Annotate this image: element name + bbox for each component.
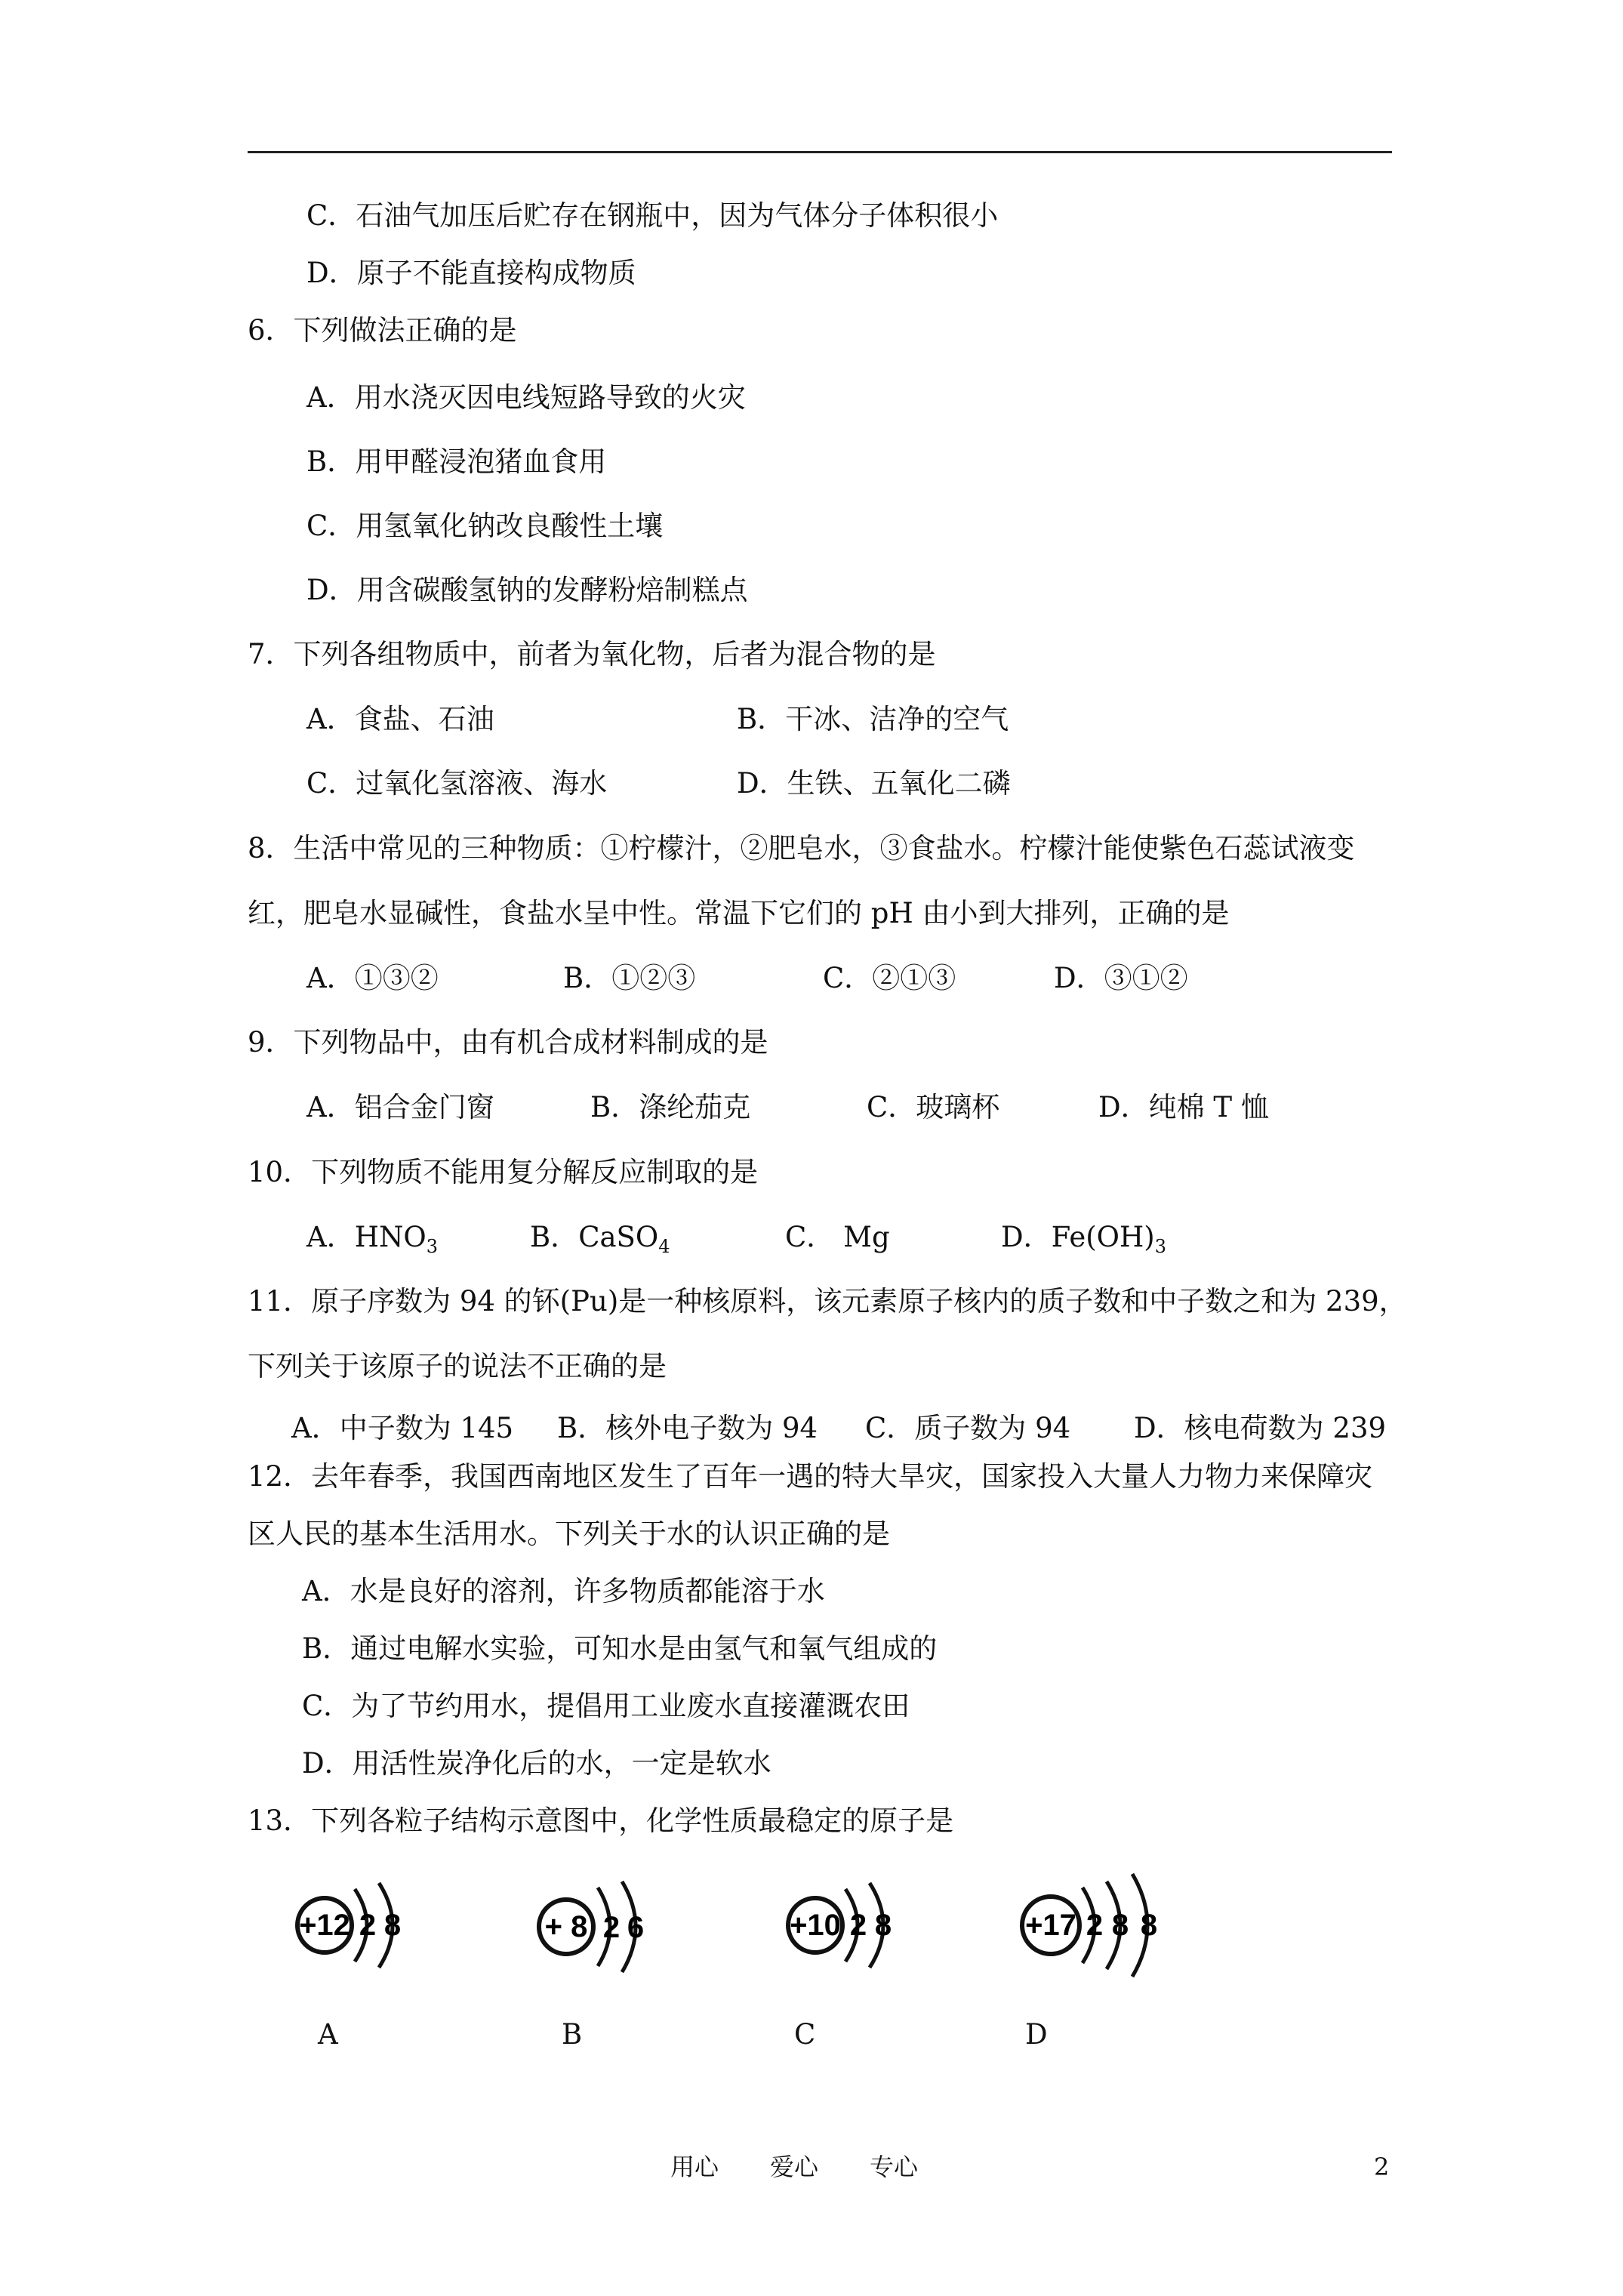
q6-option-a: A．用水浇灭因电线短路导致的火灾	[306, 381, 746, 414]
question-10: 10．下列物质不能用复分解反应制取的是	[248, 1156, 759, 1188]
q9-option-a: A．铝合金门窗	[306, 1091, 494, 1123]
question-11-cont: 下列关于该原子的说法不正确的是	[248, 1350, 667, 1382]
q11-option-a: A．中子数为 145	[291, 1412, 514, 1444]
diagram-label-c: C	[794, 2018, 816, 2051]
page-number: 2	[1374, 2153, 1390, 2181]
q9-option-d: D．纯棉 T 恤	[1098, 1091, 1269, 1123]
atom-diagram-a-svg	[287, 1865, 453, 1986]
question-6: 6．下列做法正确的是	[248, 314, 517, 347]
question-9: 9．下列物品中，由有机合成材料制成的是	[248, 1026, 768, 1059]
atom-diagram-b	[528, 1865, 694, 1986]
atom-diagram-c	[778, 1865, 944, 1986]
q7-option-a: A．食盐、石油	[306, 703, 494, 735]
q7-option-b: B．干冰、洁净的空气	[737, 703, 1009, 735]
atom-b-shell-1: 2	[602, 1911, 621, 1944]
atom-diagram-a	[287, 1865, 453, 1986]
diagram-label-a: A	[318, 2018, 338, 2051]
q12-option-a: A．水是良好的溶剂，许多物质都能溶于水	[302, 1575, 825, 1607]
atom-a-shell-2: 8	[383, 1909, 402, 1942]
q12-option-b: B．通过电解水实验，可知水是由氢气和氧气组成的	[302, 1632, 938, 1665]
q10-option-a: A．$HNO_3$	[306, 1221, 438, 1257]
q11-option-b: B．核外电子数为 94	[557, 1412, 818, 1444]
q12-option-c: C．为了节约用水，提倡用工业废水直接灌溉农田	[302, 1690, 910, 1722]
atom-d-nucleus: +17	[1025, 1909, 1076, 1942]
footer-word-3: 专心	[870, 2153, 919, 2181]
q10-option-c: C． Mg	[785, 1221, 890, 1253]
q5-option-d: D．原子不能直接构成物质	[306, 257, 636, 289]
atom-d-shell-1: 2	[1086, 1909, 1104, 1942]
atom-d-shell-2: 8	[1111, 1909, 1129, 1942]
q11-option-d: D．核电荷数为 239	[1134, 1412, 1387, 1444]
atom-c-nucleus: +10	[790, 1909, 841, 1942]
q7-options-row-1	[0, 701, 1623, 738]
q6-option-c: C．用氢氧化钠改良酸性土壤	[306, 510, 664, 542]
atom-diagram-b-svg	[528, 1865, 694, 1986]
question-7: 7．下列各组物质中，前者为氧化物，后者为混合物的是	[248, 638, 936, 670]
footer-word-1: 用心	[670, 2153, 719, 2181]
q10-option-b: B．CaSO$_4$	[530, 1221, 670, 1257]
q6-option-d: D．用含碳酸氢钠的发酵粉焙制糕点	[306, 574, 748, 606]
q6-option-b: B．用甲醛浸泡猪血食用	[306, 445, 607, 478]
atom-d-shell-3: 8	[1140, 1909, 1158, 1942]
q10-option-d: D．$Fe(OH)_3$	[1001, 1221, 1166, 1257]
q9-options	[0, 1089, 1623, 1126]
atom-c-shell-2: 8	[874, 1909, 892, 1942]
q11-options	[0, 1410, 1623, 1447]
diagram-label-d: D	[1025, 2018, 1048, 2051]
atom-c-shell-1: 2	[849, 1909, 867, 1942]
footer-word-2: 爱心	[770, 2153, 819, 2181]
q9-option-c: C．玻璃杯	[867, 1091, 1000, 1123]
atom-diagram-d-svg	[1012, 1859, 1208, 1992]
header-rule	[248, 151, 1392, 153]
q8-option-a: A．①③②	[306, 962, 439, 994]
atom-diagram-d	[1012, 1859, 1208, 1992]
q7-option-d: D．生铁、五氧化二磷	[737, 767, 1011, 800]
q7-option-c: C．过氧化氢溶液、海水	[306, 767, 608, 800]
q7-options-row-2	[0, 766, 1623, 802]
question-8: 8．生活中常见的三种物质：①柠檬汁，②肥皂水，③食盐水。柠檬汁能使紫色石蕊试液变	[248, 832, 1355, 864]
question-13: 13．下列各粒子结构示意图中，化学性质最稳定的原子是	[248, 1804, 954, 1837]
q10-options	[0, 1219, 1623, 1256]
q5-option-c: C．石油气加压后贮存在钢瓶中，因为气体分子体积很小	[306, 199, 999, 232]
diagram-label-b: B	[562, 2018, 583, 2051]
atom-diagram-c-svg	[778, 1865, 944, 1986]
atom-b-nucleus: + 8	[544, 1910, 588, 1943]
q11-option-c: C．质子数为 94	[865, 1412, 1071, 1444]
q8-option-c: C．②①③	[823, 962, 956, 994]
question-12-cont: 区人民的基本生活用水。下列关于水的认识正确的是	[248, 1518, 890, 1550]
question-8-cont: 红，肥皂水显碱性，食盐水呈中性。常温下它们的 pH 由小到大排列，正确的是	[248, 897, 1230, 929]
q8-options	[0, 960, 1623, 997]
q12-option-d: D．用活性炭净化后的水，一定是软水	[302, 1747, 771, 1780]
question-11: 11．原子序数为 94 的钚(Pu)是一种核原料，该元素原子核内的质子数和中子数之和为 239，	[248, 1285, 1407, 1318]
atom-a-shell-1: 2	[359, 1909, 377, 1942]
q8-option-d: D．③①②	[1054, 962, 1188, 994]
atom-a-nucleus: +12	[299, 1909, 350, 1942]
atom-b-shell-2: 6	[627, 1911, 645, 1944]
q9-option-b: B．涤纶茄克	[590, 1091, 751, 1123]
q8-option-b: B．①②③	[563, 962, 696, 994]
question-12: 12．去年春季，我国西南地区发生了百年一遇的特大旱灾，国家投入大量人力物力来保障灾	[248, 1460, 1373, 1493]
